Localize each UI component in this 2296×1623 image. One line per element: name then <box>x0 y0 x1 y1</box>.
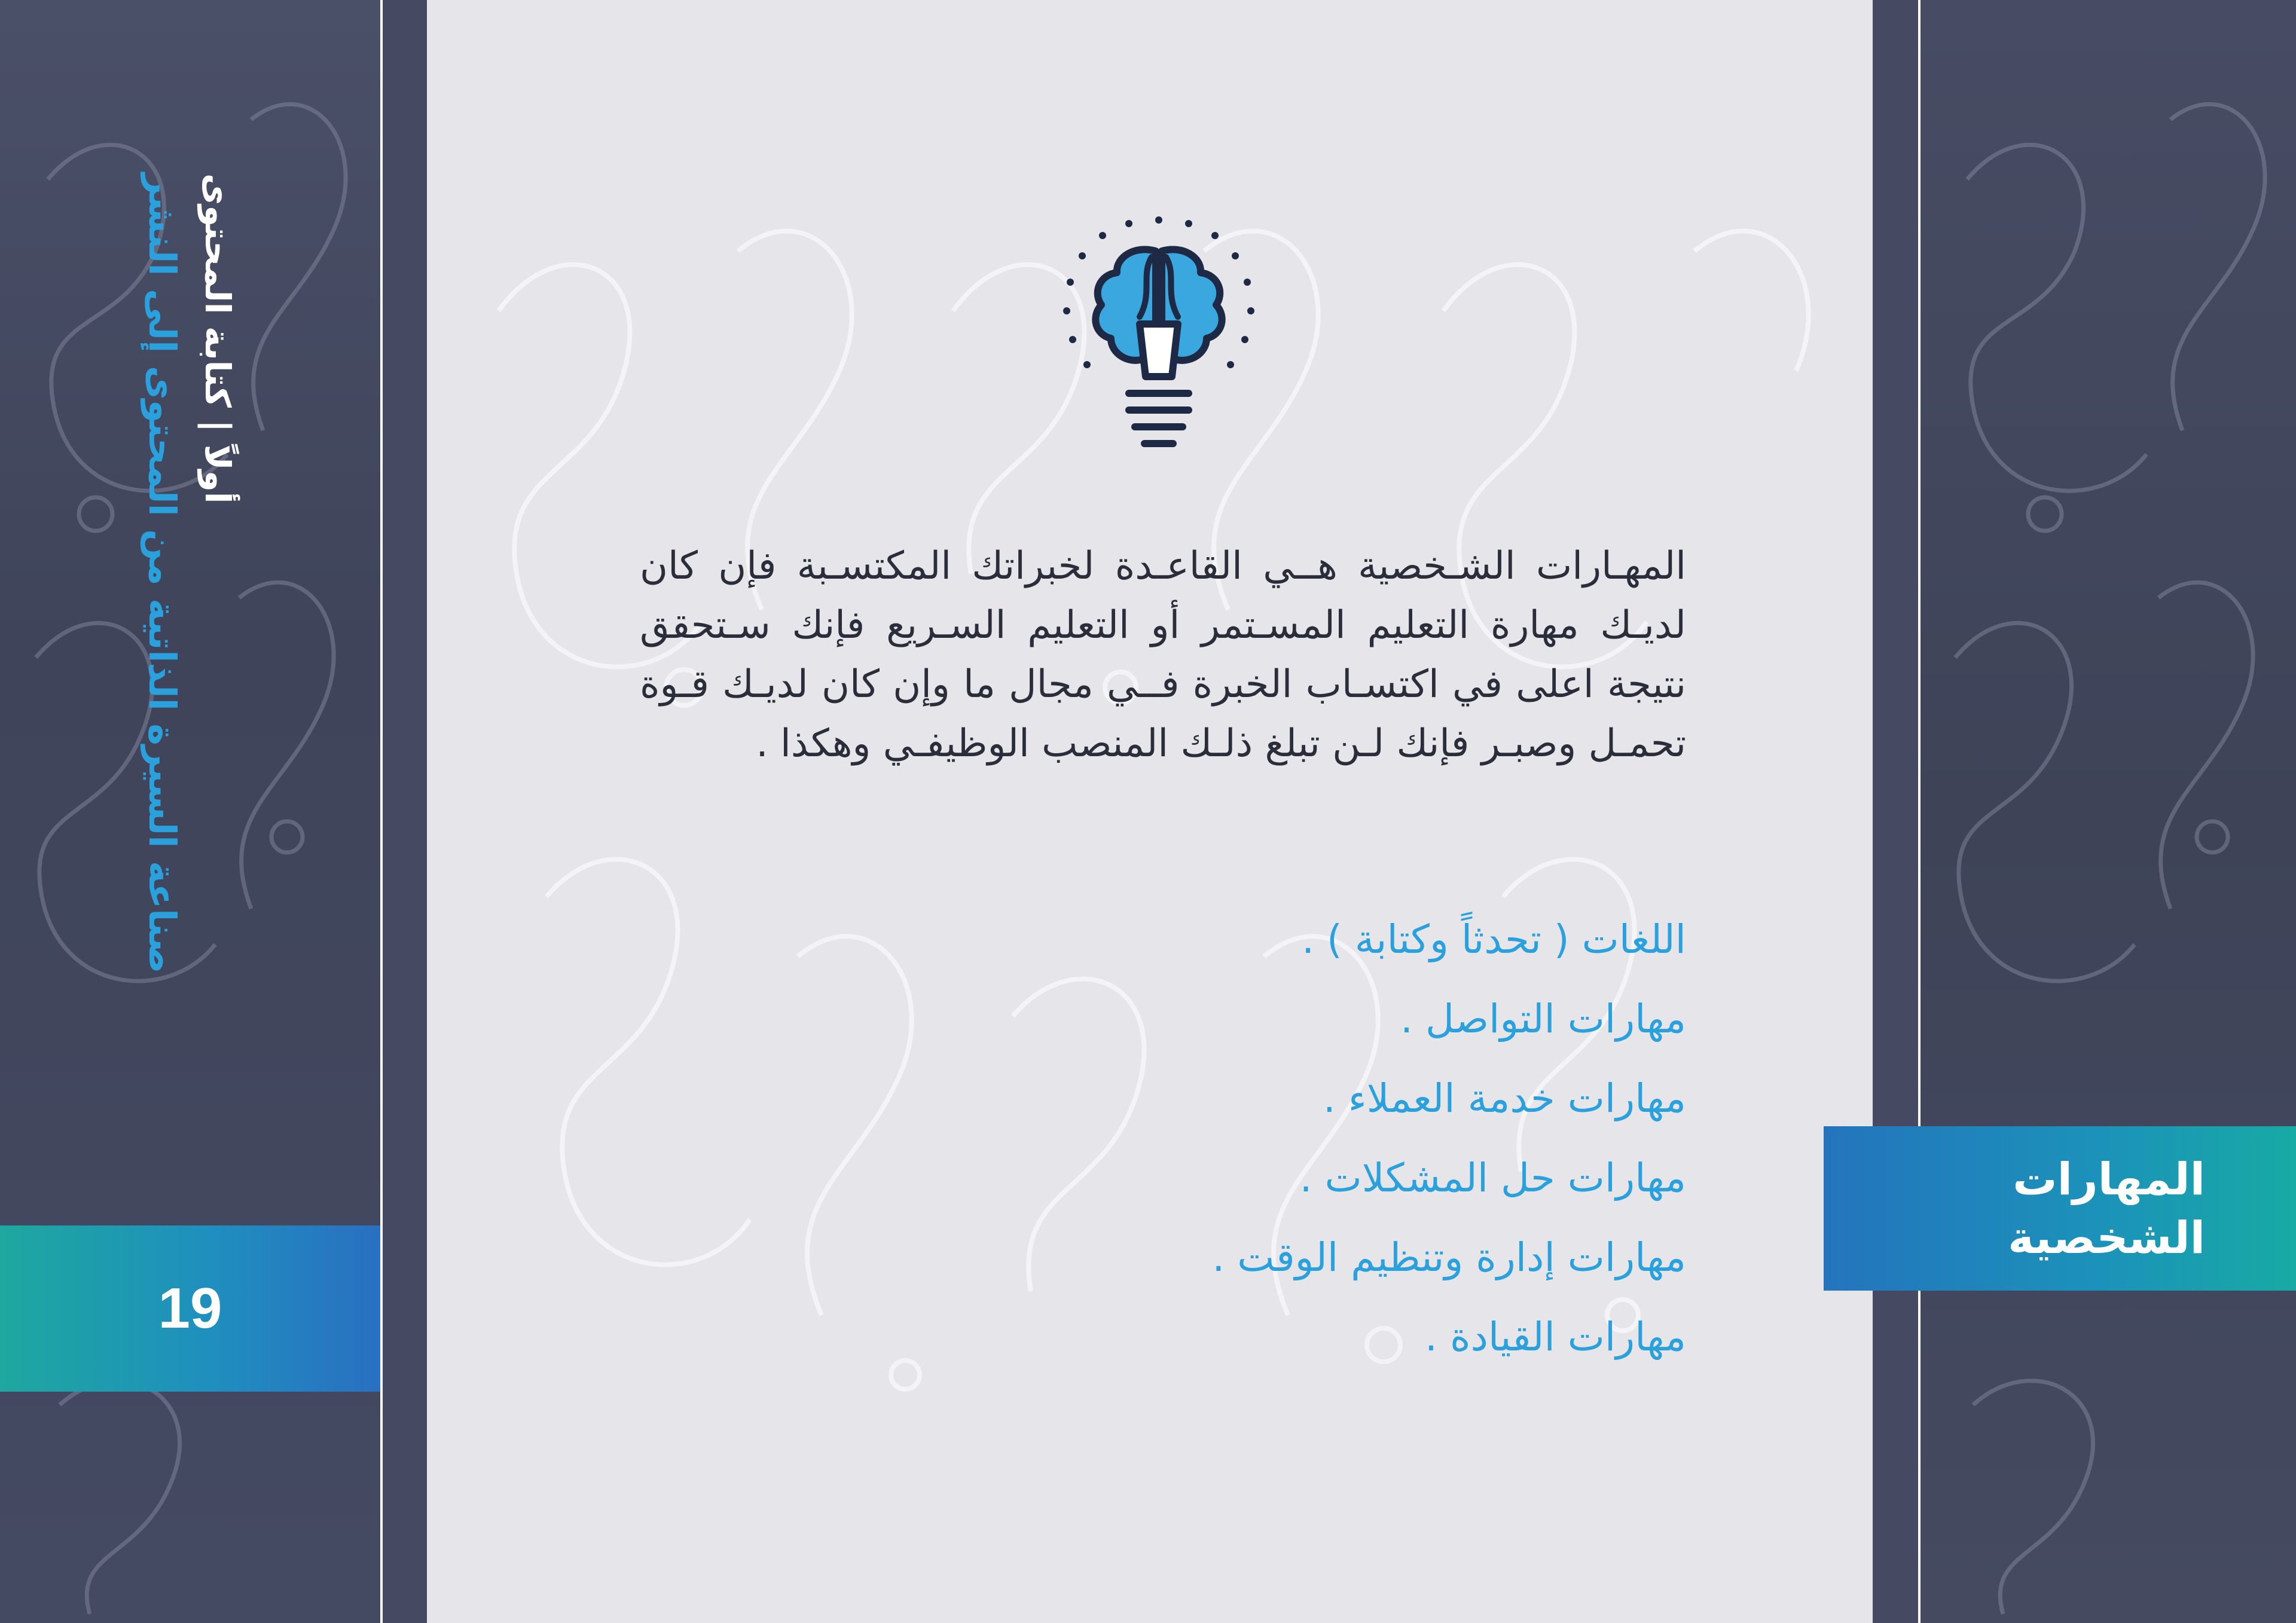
book-title: صناعة السيرة الذاتية من المحتوى إلى النشر <box>141 173 184 974</box>
body-paragraph: المهـارات الشـخصية هــي القاعـدة لخبراتك المكتسـبة فإن كان لديـك مهارة التعليم المسـتمر أو التعليم السـريع فإنك سـتحقق نتيجة اعلى في اكتسـاب الخبرة فــي مجال ما وإن كان لديـك قـوة تحمـل وصبـر فإنك لـن تبلغ ذلـك المنصب الوظيفـي وهكذا . <box>640 544 1686 766</box>
section-label-box <box>1824 1126 2296 1291</box>
skill-item: اللغات ( تحدثاً وكتابة ) . <box>1302 916 1686 962</box>
guide-line-left <box>380 0 383 1623</box>
brain-lightbulb-icon <box>1039 215 1278 454</box>
guide-line-right <box>1918 0 1921 1623</box>
skills-list <box>819 900 1686 1377</box>
skill-item: مهارات التواصل . <box>1400 996 1686 1042</box>
section-label <box>1906 1150 2205 1267</box>
skill-item: مهارات حل المشكلات . <box>1299 1155 1686 1201</box>
section-label-line1: المهارات <box>2013 1154 2205 1205</box>
skill-item: مهارات خدمة العملاء . <box>1323 1075 1686 1121</box>
skill-item: مهارات إدارة وتنظيم الوقت . <box>1212 1234 1686 1280</box>
page-number: 19 <box>158 1276 222 1340</box>
chapter-label: أولاً | كتابة المحتوى <box>197 173 238 504</box>
section-label-line2: الشخصية <box>2008 1212 2205 1264</box>
page-number-box <box>0 1225 380 1392</box>
skill-item: مهارات القيادة . <box>1425 1314 1686 1360</box>
